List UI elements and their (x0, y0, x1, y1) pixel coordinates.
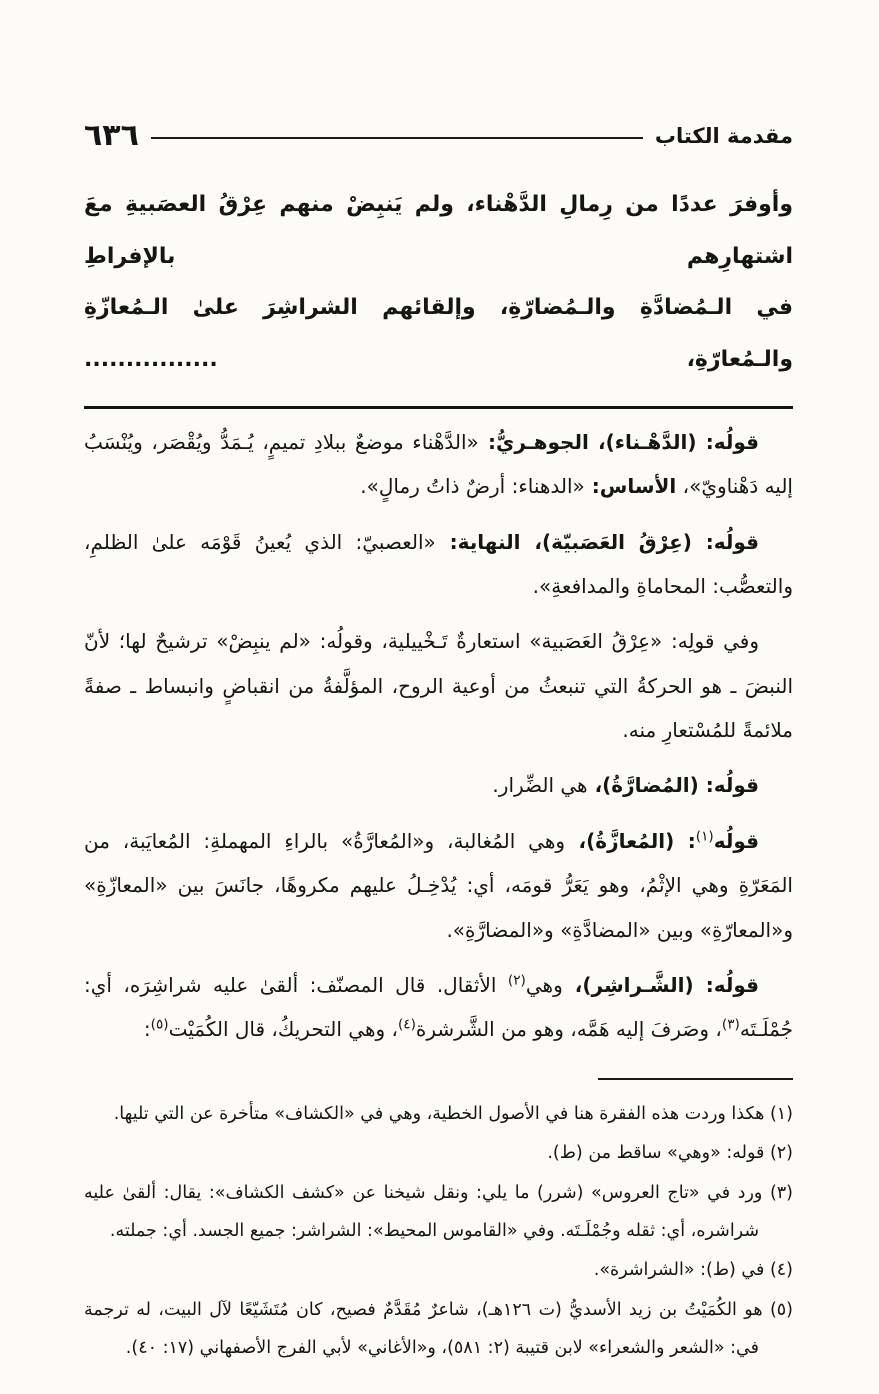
footnote-marker: (٣) (762, 1183, 793, 1204)
commentary-run: «العصبيّ: الذي يُعينُ قَوْمَه علىٰ الظلمِ، والتعصُّب: المحاماةِ والمدافعةِ». (84, 529, 793, 598)
commentary-run: «الدَّهْناء موضعٌ ببلادِ تميمٍ، يُـمَدُّ ويُقْصَر، ويُنْسَبُ إليه دَهْناويّ»، (84, 429, 793, 499)
commentary-run: قولُه: (المُضارَّةُ)، (587, 773, 759, 798)
footnote-marker: (٥) (762, 1299, 793, 1320)
commentary-run: وهي (525, 973, 563, 998)
commentary-paragraph (84, 963, 793, 1052)
commentary-run: قولُه (713, 828, 759, 853)
footnote-text: قوله: «وهي» ساقط من (ط). (547, 1143, 765, 1164)
footnote-separator (598, 1078, 793, 1080)
commentary-run: «الدهناء: أرضٌ ذاتُ رمالٍ». (360, 474, 585, 499)
matn-line: في الـمُضادَّةِ والـمُضارّةِ، وإلقائهم الشراشِرَ علىٰ الـمُعازّةِ والـمُعارّةِ، ................ (84, 295, 793, 373)
footnote-reference: (٢) (507, 972, 526, 989)
footnote-reference: (٥) (150, 1016, 169, 1033)
commentary-paragraph (84, 619, 793, 752)
footnote-item (84, 1135, 793, 1173)
matn-separator (84, 406, 793, 409)
footnotes (84, 1096, 793, 1367)
commentary-paragraph (84, 763, 793, 807)
commentary-run: قولُه: (الشَّـراشِر)، (562, 973, 759, 998)
main-text (84, 179, 793, 386)
footnote-item (84, 1292, 793, 1367)
footnote-marker: (٢) (764, 1143, 793, 1164)
commentary-run: الأساس: (584, 474, 677, 499)
footnote-text: في (ط): «الشراشرة». (593, 1260, 765, 1281)
footnote-item (84, 1252, 793, 1290)
commentary-run: قولُه: (عِرْقُ العَصَبيّة)، (520, 529, 760, 554)
commentary-run: الأثقال. قال المصنّف: ألقىٰ عليه شراشِرَه، أي: جُمْلَـتَه (84, 973, 793, 1042)
footnote-reference: (٤) (397, 1016, 416, 1033)
footnote-text: هو الكُمَيْتُ بن زيد الأسديُّ (ت ١٢٦هـ)، شاعرٌ مُقَدَّمٌ فصيح، كان مُتَشَيّعًا لآل البيت، له ترجمة في: «الشعر والشعراء» لابن قتيبة (٢: ٥٨١)، و«الأغاني» لأبي الفرج الأصفهاني (١٧: ٤٠). (84, 1299, 763, 1358)
commentary-run: وهي المُغالبة، و«المُعارَّةُ» بالراءِ المهملةِ: المُعايَبة، من المَعَرّةِ وهي الإثْمُ، وهو يَعَرُّ قومَه، أي: يُدْخِـلُ عليهم مكروهًا، جانَسَ بين «المعازّةِ» و«المعارّةِ» وبين «المضادَّةِ» و«المضارَّةِ». (84, 828, 793, 942)
commentary-run: النهاية: (435, 529, 521, 554)
footnote-marker: (٤) (764, 1260, 793, 1281)
commentary-run: ، وهي التحريكُ، قال الكُمَيْت (168, 1017, 398, 1042)
footnote-reference: (٣) (721, 1016, 740, 1033)
commentary-run: : (143, 1017, 151, 1042)
commentary-run: ، وصَرفَ إليه هَمَّه، وهو من الشَّرشرة (415, 1017, 722, 1042)
commentary-run: الجوهـريُّ: (478, 429, 589, 454)
footnote-item (84, 1175, 793, 1250)
commentary-paragraph (84, 819, 793, 952)
header-rule (151, 137, 643, 139)
commentary-run: هي الضِّرار. (492, 773, 588, 798)
footnote-item (84, 1096, 793, 1134)
commentary-run: : (المُعازَّةُ)، (565, 828, 696, 853)
footnote-text: هكذا وردت هذه الفقرة هنا في الأصول الخطية، وهي في «الكشاف» متأخرة عن التي تليها. (113, 1103, 765, 1124)
footnote-text: ورد في «تاج العروس» (شرر) ما يلي: ونقل شيخنا عن «كشف الكشاف»: يقال: ألقىٰ عليه شراشره، أي: ثقله وجُمْلَـتَه. وفي «القاموس المحيط»: الشراشر: جميع الجسد. أي: جملته. (84, 1183, 763, 1241)
commentary-run: وفي قولِه: «عِرْقُ العَصَبية» استعارةٌ تَـخْييلية، وقولُه: «لم ينبِضْ» ترشيحٌ لها؛ لأنّ النبضَ ـ هو الحركةُ التي تنبعثُ من أوعية الروح، المؤلَّفةُ من انقباضٍ وانبساط ـ صفةً ملائمةً للمُسْتعارِ منه. (84, 629, 793, 743)
commentary-run: قولُه: (الدَّهْـناء)، (588, 429, 759, 454)
commentary-paragraph (84, 420, 793, 509)
section-title: مقدمة الكتاب (654, 123, 793, 148)
commentary-paragraph (84, 520, 793, 609)
matn-line: وأوفرَ عددًا من رِمالِ الدَّهْناء، ولم يَنبِضْ منهم عِرْقُ العصَبيةِ معَ اشتهارِهم بالإفراطِ (84, 192, 793, 269)
footnote-marker: (١) (764, 1103, 793, 1124)
commentary (84, 420, 793, 1052)
page-header (84, 118, 793, 153)
footnote-reference: (١) (695, 828, 714, 845)
page-number: ٦٣٦ (84, 118, 139, 153)
